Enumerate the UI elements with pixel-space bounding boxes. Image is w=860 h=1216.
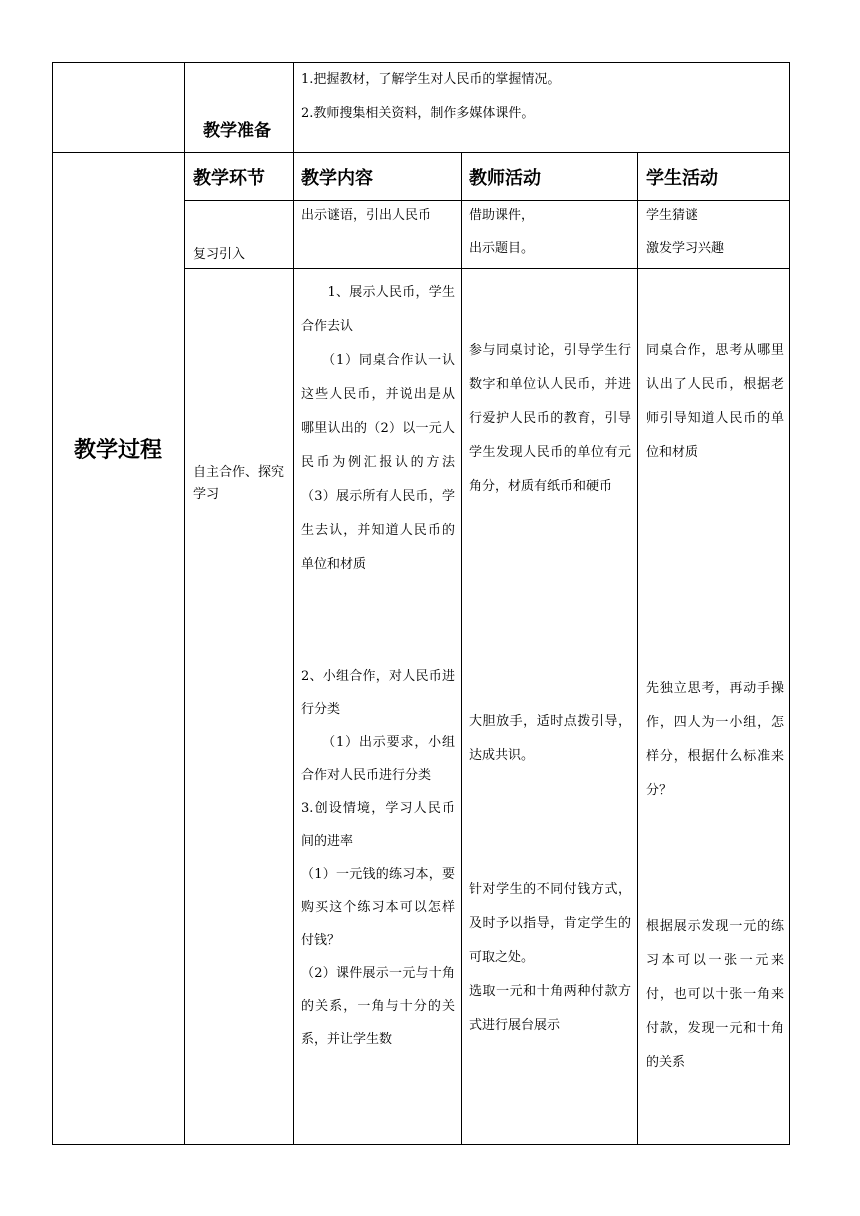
explore-teacher-block-3: 针对学生的不同付钱方式，及时予以指导，肯定学生的可取之处。 选取一元和十角两种付款方式进行展台展示: [469, 882, 631, 1033]
review-content: 出示谜语，引出人民币: [301, 208, 432, 223]
header-stage: 教学环节: [193, 168, 265, 189]
prep-item-1: 1.把握教材，了解学生对人民币的掌握情况。: [301, 72, 561, 87]
process-label: 教学过程: [74, 438, 163, 463]
col-divider-3: [461, 152, 462, 1145]
table-border-right: [789, 62, 790, 1145]
explore-content-block-2: 2、小组合作，对人民币进行分类 （1）出示要求，小组合作对人民币进行分类 3.创设情境，学习人民币间的进率 （1）一元钱的练习本，要购买这个练习本可以怎样付钱？ （2）课件展示一元与十角的关系，一角与十分的关系，并让学生数: [301, 669, 455, 1047]
explore-student-block-3: 根据展示发现一元的练习本可以一张一元来付，也可以十张一角来付款，发现一元和十角的关系: [646, 919, 784, 1070]
review-teacher-line-1: 借助课件，: [469, 208, 535, 223]
prep-item-2: 2.教师搜集相关资料，制作多媒体课件。: [301, 106, 535, 121]
explore-teacher-block-2: 大胆放手，适时点拨引导，达成共识。: [469, 714, 631, 763]
explore-teacher-block-1: 参与同桌讨论，引导学生行数字和单位认人民币，并进行爱护人民币的教育，引导学生发现人民币的单位有元角分，材质有纸币和硬币: [469, 343, 631, 494]
header-row-bottom: [184, 200, 789, 201]
review-student-line-1: 学生猜谜: [646, 208, 699, 223]
review-stage: 复习引入: [193, 247, 246, 262]
table-border-top: [52, 62, 789, 63]
explore-stage: 自主合作、探究学习: [193, 465, 285, 502]
review-student-line-2: 激发学习兴趣: [646, 241, 725, 256]
col-divider-4: [637, 152, 638, 1145]
table-border-left: [52, 62, 53, 1145]
header-teacher: 教师活动: [469, 168, 541, 189]
review-teacher-line-2: 出示题目。: [469, 241, 535, 256]
header-content: 教学内容: [301, 168, 373, 189]
prep-row-bottom: [52, 152, 789, 153]
explore-student-block-1: 同桌合作，思考从哪里认出了人民币，根据老师引导知道人民币的单位和材质: [646, 343, 784, 460]
explore-student-block-2: 先独立思考，再动手操作，四人为一小组，怎样分，根据什么标准来分？: [646, 681, 784, 798]
table-border-bottom: [52, 1144, 789, 1145]
explore-content-block-1: 1、展示人民币，学生合作去认 （1）同桌合作认一认这些人民币，并说出是从哪里认出的（2）以一元人民币为例汇报认的方法（3）展示所有人民币，学生去认，并知道人民币的单位和材质: [301, 285, 455, 572]
col-divider-2: [293, 62, 294, 1145]
col-divider-1: [184, 62, 185, 1145]
header-student: 学生活动: [646, 168, 718, 189]
review-row-bottom: [184, 268, 789, 269]
prep-label: 教学准备: [203, 121, 271, 141]
